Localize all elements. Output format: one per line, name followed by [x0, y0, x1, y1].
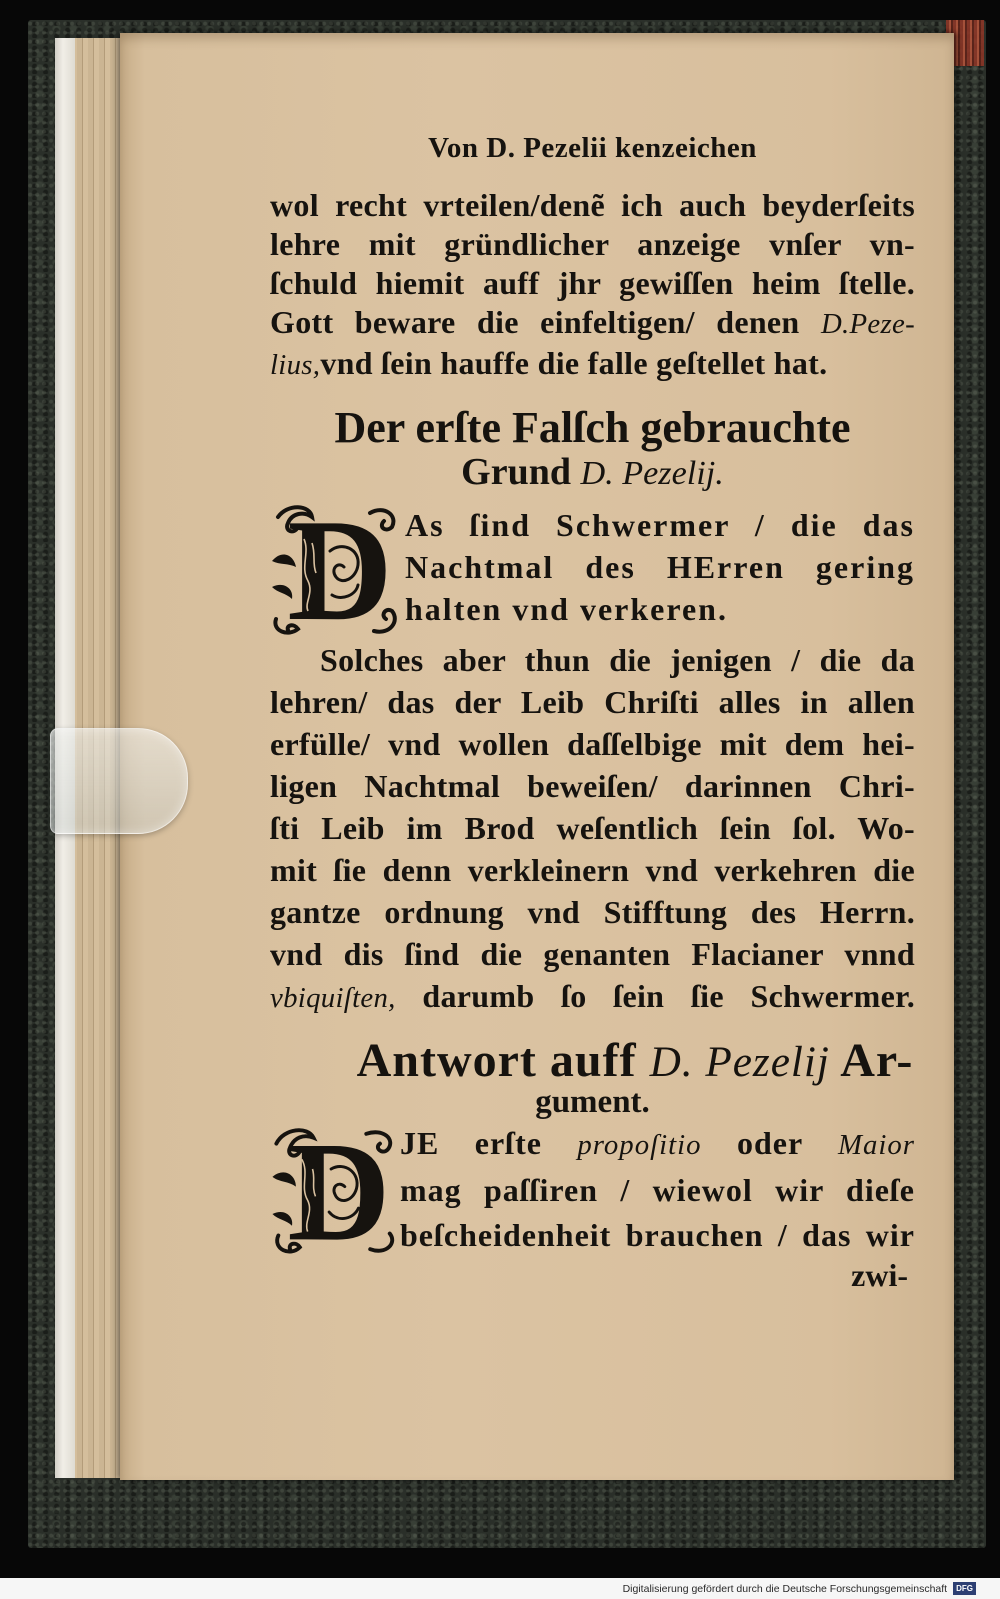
paragraph-with-initial	[400, 1121, 915, 1258]
heading-segment: Antwort auff	[356, 1034, 637, 1087]
text-line	[270, 303, 915, 344]
dfg-logo: DFG	[953, 1582, 976, 1595]
section-heading: Der erſte Falſch gebrauchte	[334, 403, 851, 452]
italic-name-segment: lius,	[270, 349, 321, 381]
text-line: Solches aber thun die jenigen / die da	[320, 642, 915, 678]
text-segment: vnd ſein hauffe die falle geſtellet hat.	[320, 345, 828, 381]
text-line: gantze ordnung vnd Stifftung des Herrn.	[270, 894, 915, 930]
heading-segment: Grund	[461, 451, 571, 493]
text-line: ligen Nachtmal beweiſen/ darinnen Chri-	[270, 768, 915, 804]
section-subheading	[270, 452, 915, 492]
text-line: ſchuld hiemit auff jhr gewiſſen heim ſtelle.	[270, 265, 915, 301]
initial-letter: D	[287, 1126, 391, 1256]
section-heading	[310, 1035, 960, 1087]
ornamental-initial-graphic	[272, 1126, 398, 1256]
text-line: lehren/ das der Leib Chriſti alles in allen	[270, 684, 915, 720]
text-line: ſti Leib im Brod weſentlich ſein ſol. Wo-	[270, 810, 915, 846]
funding-credit: Digitalisierung gefördert durch die Deutsche Forschungsgemeinschaft	[622, 1582, 948, 1595]
text-line	[270, 344, 915, 385]
italic-term-segment: Maior	[838, 1129, 916, 1161]
initial-letter: D	[287, 503, 393, 636]
intro-text	[270, 186, 915, 385]
page-clip	[50, 728, 188, 834]
catchword: zwi-	[851, 1257, 908, 1293]
italic-name-segment: D. Pezelij	[649, 1039, 830, 1086]
paragraph	[270, 639, 915, 1019]
text-line: beſcheidenheit brauchen / das wir	[400, 1217, 915, 1253]
text-line: wol recht vrteilen/denẽ ich auch beyderſeits	[270, 187, 915, 223]
text-line: lehre mit gründlicher anzeige vnſer vn-	[270, 226, 915, 262]
heading-segment: Ar-	[840, 1034, 914, 1087]
italic-name-segment: D.Peze-	[820, 308, 915, 340]
footer-bar	[0, 1578, 1000, 1599]
italic-term-segment: propoſitio	[577, 1129, 702, 1161]
section-heading-continuation: gument.	[535, 1084, 650, 1120]
italic-term-segment: vbiquiſten,	[270, 982, 396, 1014]
text-line: mit ſie denn verkleinern vnd verkehren die	[270, 852, 915, 888]
text-segment: darumb ſo ſein ſie Schwermer.	[422, 978, 915, 1014]
text-line: mag paſſiren / wiewol wir dieſe	[400, 1172, 915, 1208]
text-segment: oder	[736, 1125, 803, 1161]
italic-name-segment: D. Pezelij.	[580, 455, 724, 492]
text-segment: Gott beware die einfeltigen/ denen	[270, 304, 800, 340]
text-line: erfülle/ vnd wollen daſſelbige mit dem hei-	[270, 726, 915, 762]
ornamental-initial-graphic	[272, 503, 400, 636]
ornamental-initial	[272, 1126, 398, 1256]
paragraph-with-initial	[405, 504, 915, 630]
text-segment: JE erſte	[400, 1125, 542, 1161]
running-head: Von D. Pezelii kenzeichen	[428, 132, 757, 164]
text-line	[270, 975, 915, 1019]
text-line: As ſind Schwermer / die das	[405, 507, 915, 543]
ornamental-initial	[272, 503, 400, 636]
text-line: vnd dis ſind die genanten Flacianer vnnd	[270, 936, 915, 972]
text-line: Nachtmal des HErren gering	[405, 549, 915, 585]
text-line	[400, 1121, 915, 1168]
text-line: halten vnd verkeren.	[405, 591, 728, 627]
